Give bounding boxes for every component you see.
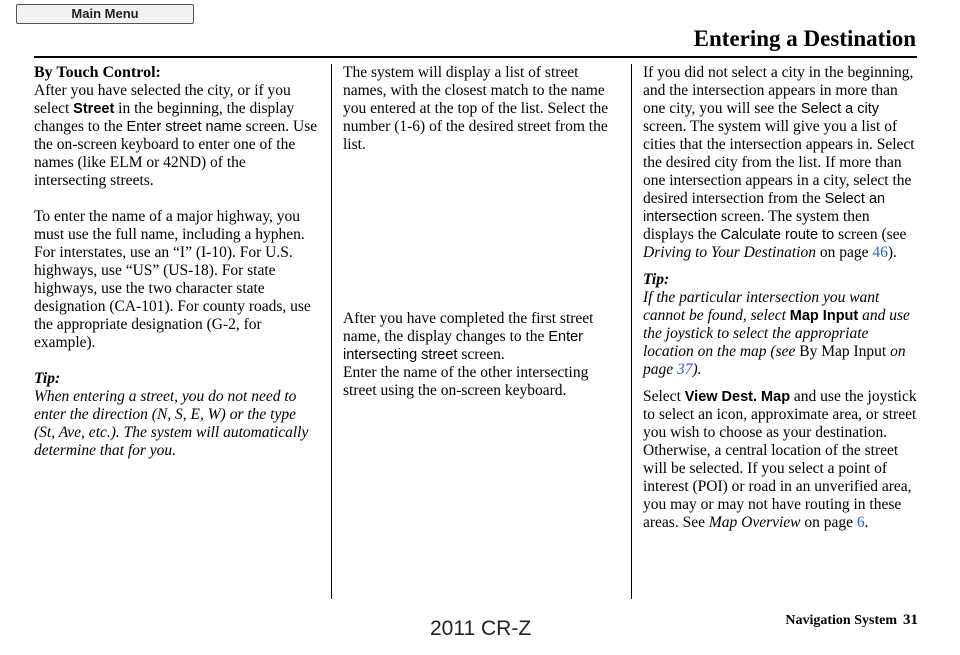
paragraph-intro: After you have selected the city, or if you select Street in the beginning, the display changes to the Enter street name screen. Use the on-screen keyboard to enter one of the names (like ELM or 42ND) of the intersecting streets. xyxy=(34,82,318,189)
tip-text: If the particular intersection you want cannot be found, select Map Input and use the joystick to select the appropriate location on the map (see By Map Input on page 37). xyxy=(643,289,910,378)
footer-section xyxy=(785,612,918,629)
ui-term-select-a-city: Select a city xyxy=(800,101,880,117)
paragraph-highway: To enter the name of a major highway, you must use the full name, including a hyphen. For interstates, use an “I” (I-10). For U.S. highways, use “US” (US-18). For state highways, use the two character state designation (CA-101). For county roads, use the appropriate designation (G-2, for example). xyxy=(34,208,311,351)
page-link-46[interactable]: 46 xyxy=(872,244,888,261)
page-link-6[interactable]: 6 xyxy=(856,514,865,531)
title-divider xyxy=(34,56,917,58)
paragraph-intersecting: After you have completed the first street name, the display changes to the Enter intersecting street screen. xyxy=(343,310,594,363)
paragraph-enter-name: Enter the name of the other intersecting street using the on-screen keyboard. xyxy=(343,364,589,399)
ui-term-select-an-intersection: Select an intersection xyxy=(643,191,886,225)
paragraph-select-city: If you did not select a city in the beginning, and the intersection appears in more than one city, you will see the Select a city screen. The system will give you a list of cities that the intersection appears in. Select the desired city from the list. If more than one intersection appears in a city, select the desired intersection from the Select an intersection screen. The system then displays the Calculate route to screen (see Driving to Your Destination on page 46). xyxy=(643,64,915,261)
ref-driving-to-destination: Driving to Your Destination xyxy=(643,244,816,261)
page-link-37[interactable]: 37 xyxy=(677,361,693,378)
tip-label: Tip: xyxy=(643,271,670,288)
main-menu-button[interactable]: Main Menu xyxy=(16,4,194,24)
ui-term-enter-street-name: Enter street name xyxy=(126,119,242,135)
column-divider xyxy=(331,64,332,599)
footer-section-name: Navigation System xyxy=(785,613,897,628)
ui-term-enter-intersecting-street: Enter intersecting street xyxy=(343,329,583,363)
ui-term-street: Street xyxy=(73,101,115,117)
column-right xyxy=(643,64,923,532)
column-middle xyxy=(343,64,619,400)
watermark: 2011 CR-Z xyxy=(430,617,532,640)
page-number: 31 xyxy=(903,612,918,628)
ui-term-calculate-route-to: Calculate route to xyxy=(720,227,835,243)
tip-text: When entering a street, you do not need to enter the direction (N, S, E, W) or the type (St, Ave, etc.). The system will automatically determine that for you. xyxy=(34,388,309,459)
page-title: Entering a Destination xyxy=(693,26,916,51)
ui-term-map-input: Map Input xyxy=(789,308,859,324)
paragraph-view-dest-map: Select View Dest. Map and use the joystick to select an icon, approximate area, or street you wish to choose as your destination. Otherwise, a central location of the street will be selected. If you select a point of interest (POI) or road in an unverified area, you may or may not have routing in these areas. See Map Overview on page 6. xyxy=(643,388,917,531)
section-heading: By Touch Control: xyxy=(34,64,161,81)
column-left xyxy=(34,64,319,460)
paragraph-street-list: The system will display a list of street names, with the closest match to the name you entered at the top of the list. Select the number (1-6) of the desired street from the list. xyxy=(343,64,609,153)
tip-label: Tip: xyxy=(34,370,61,387)
ref-map-overview: Map Overview xyxy=(708,514,801,531)
column-divider xyxy=(631,64,632,599)
ui-term-view-dest-map: View Dest. Map xyxy=(684,389,791,405)
ref-by-map-input: By Map Input xyxy=(799,343,887,360)
